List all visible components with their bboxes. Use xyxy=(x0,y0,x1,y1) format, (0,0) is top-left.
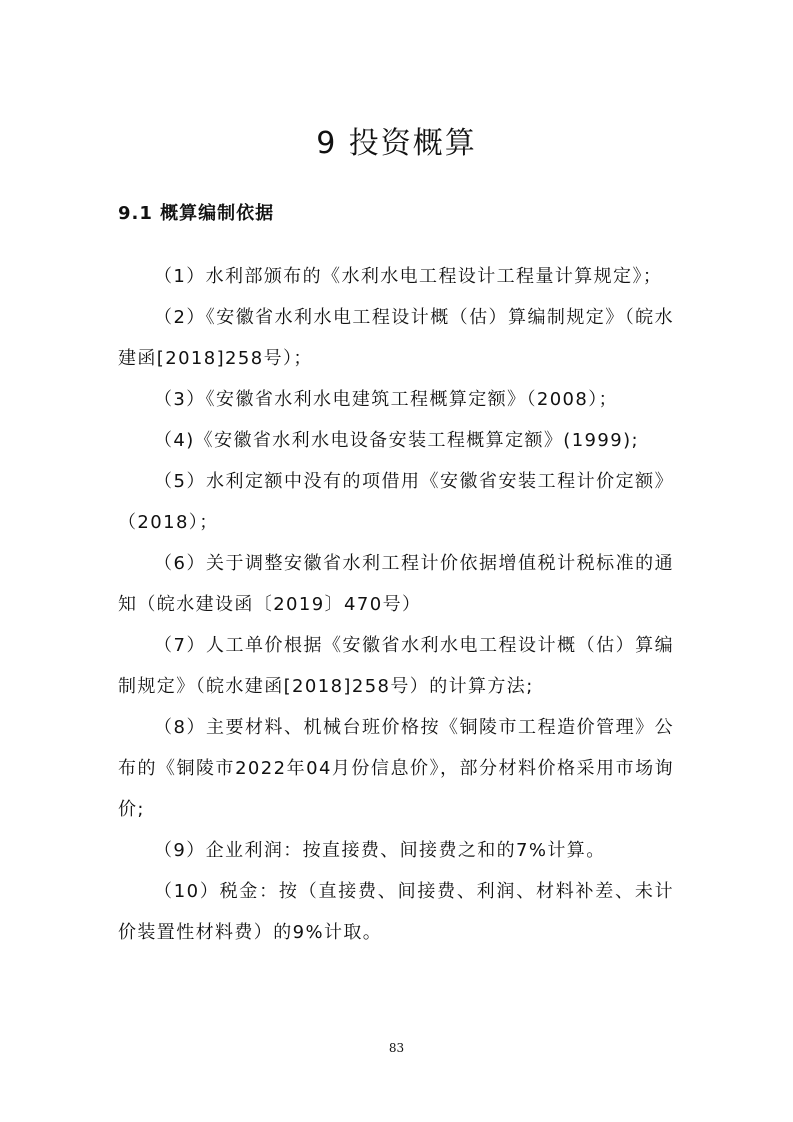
paragraph: （10）税金：按（直接费、间接费、利润、材料补差、未计价装置性材料费）的9%计取。 xyxy=(118,881,674,943)
paragraph: （6）关于调整安徽省水利工程计价依据增值税计税标准的通知（皖水建设函〔2019〕470号） xyxy=(118,553,674,615)
paragraph: （5）水利定额中没有的项借用《安徽省安装工程计价定额》（2018）； xyxy=(118,471,674,533)
paragraph: （9）企业利润：按直接费、间接费之和的7%计算。 xyxy=(154,840,606,861)
paragraph: （4)《安徽省水利水电设备安装工程概算定额》(1999); xyxy=(154,430,639,451)
paragraph: （8）主要材料、机械台班价格按《铜陵市工程造价管理》公布的《铜陵市2022年04月份信息价》，部分材料价格采用市场询价; xyxy=(118,717,674,820)
page-number: 83 xyxy=(388,1041,405,1055)
page-title: 9 投资概算 xyxy=(316,126,477,161)
section-heading: 9.1 概算编制依据 xyxy=(118,203,275,224)
paragraph: （7）人工单价根据《安徽省水利水电工程设计概（估）算编制规定》（皖水建函[2018]258号）的计算方法; xyxy=(118,635,674,697)
paragraph: （3）《安徽省水利水电建筑工程概算定额》（2008）； xyxy=(154,389,619,410)
paragraph: （2）《安徽省水利水电工程设计概（估）算编制规定》（皖水建函[2018]258号）； xyxy=(118,307,674,369)
paragraph: （1）水利部颁布的《水利水电工程设计工程量计算规定》； xyxy=(154,266,663,287)
section-body xyxy=(118,256,674,953)
